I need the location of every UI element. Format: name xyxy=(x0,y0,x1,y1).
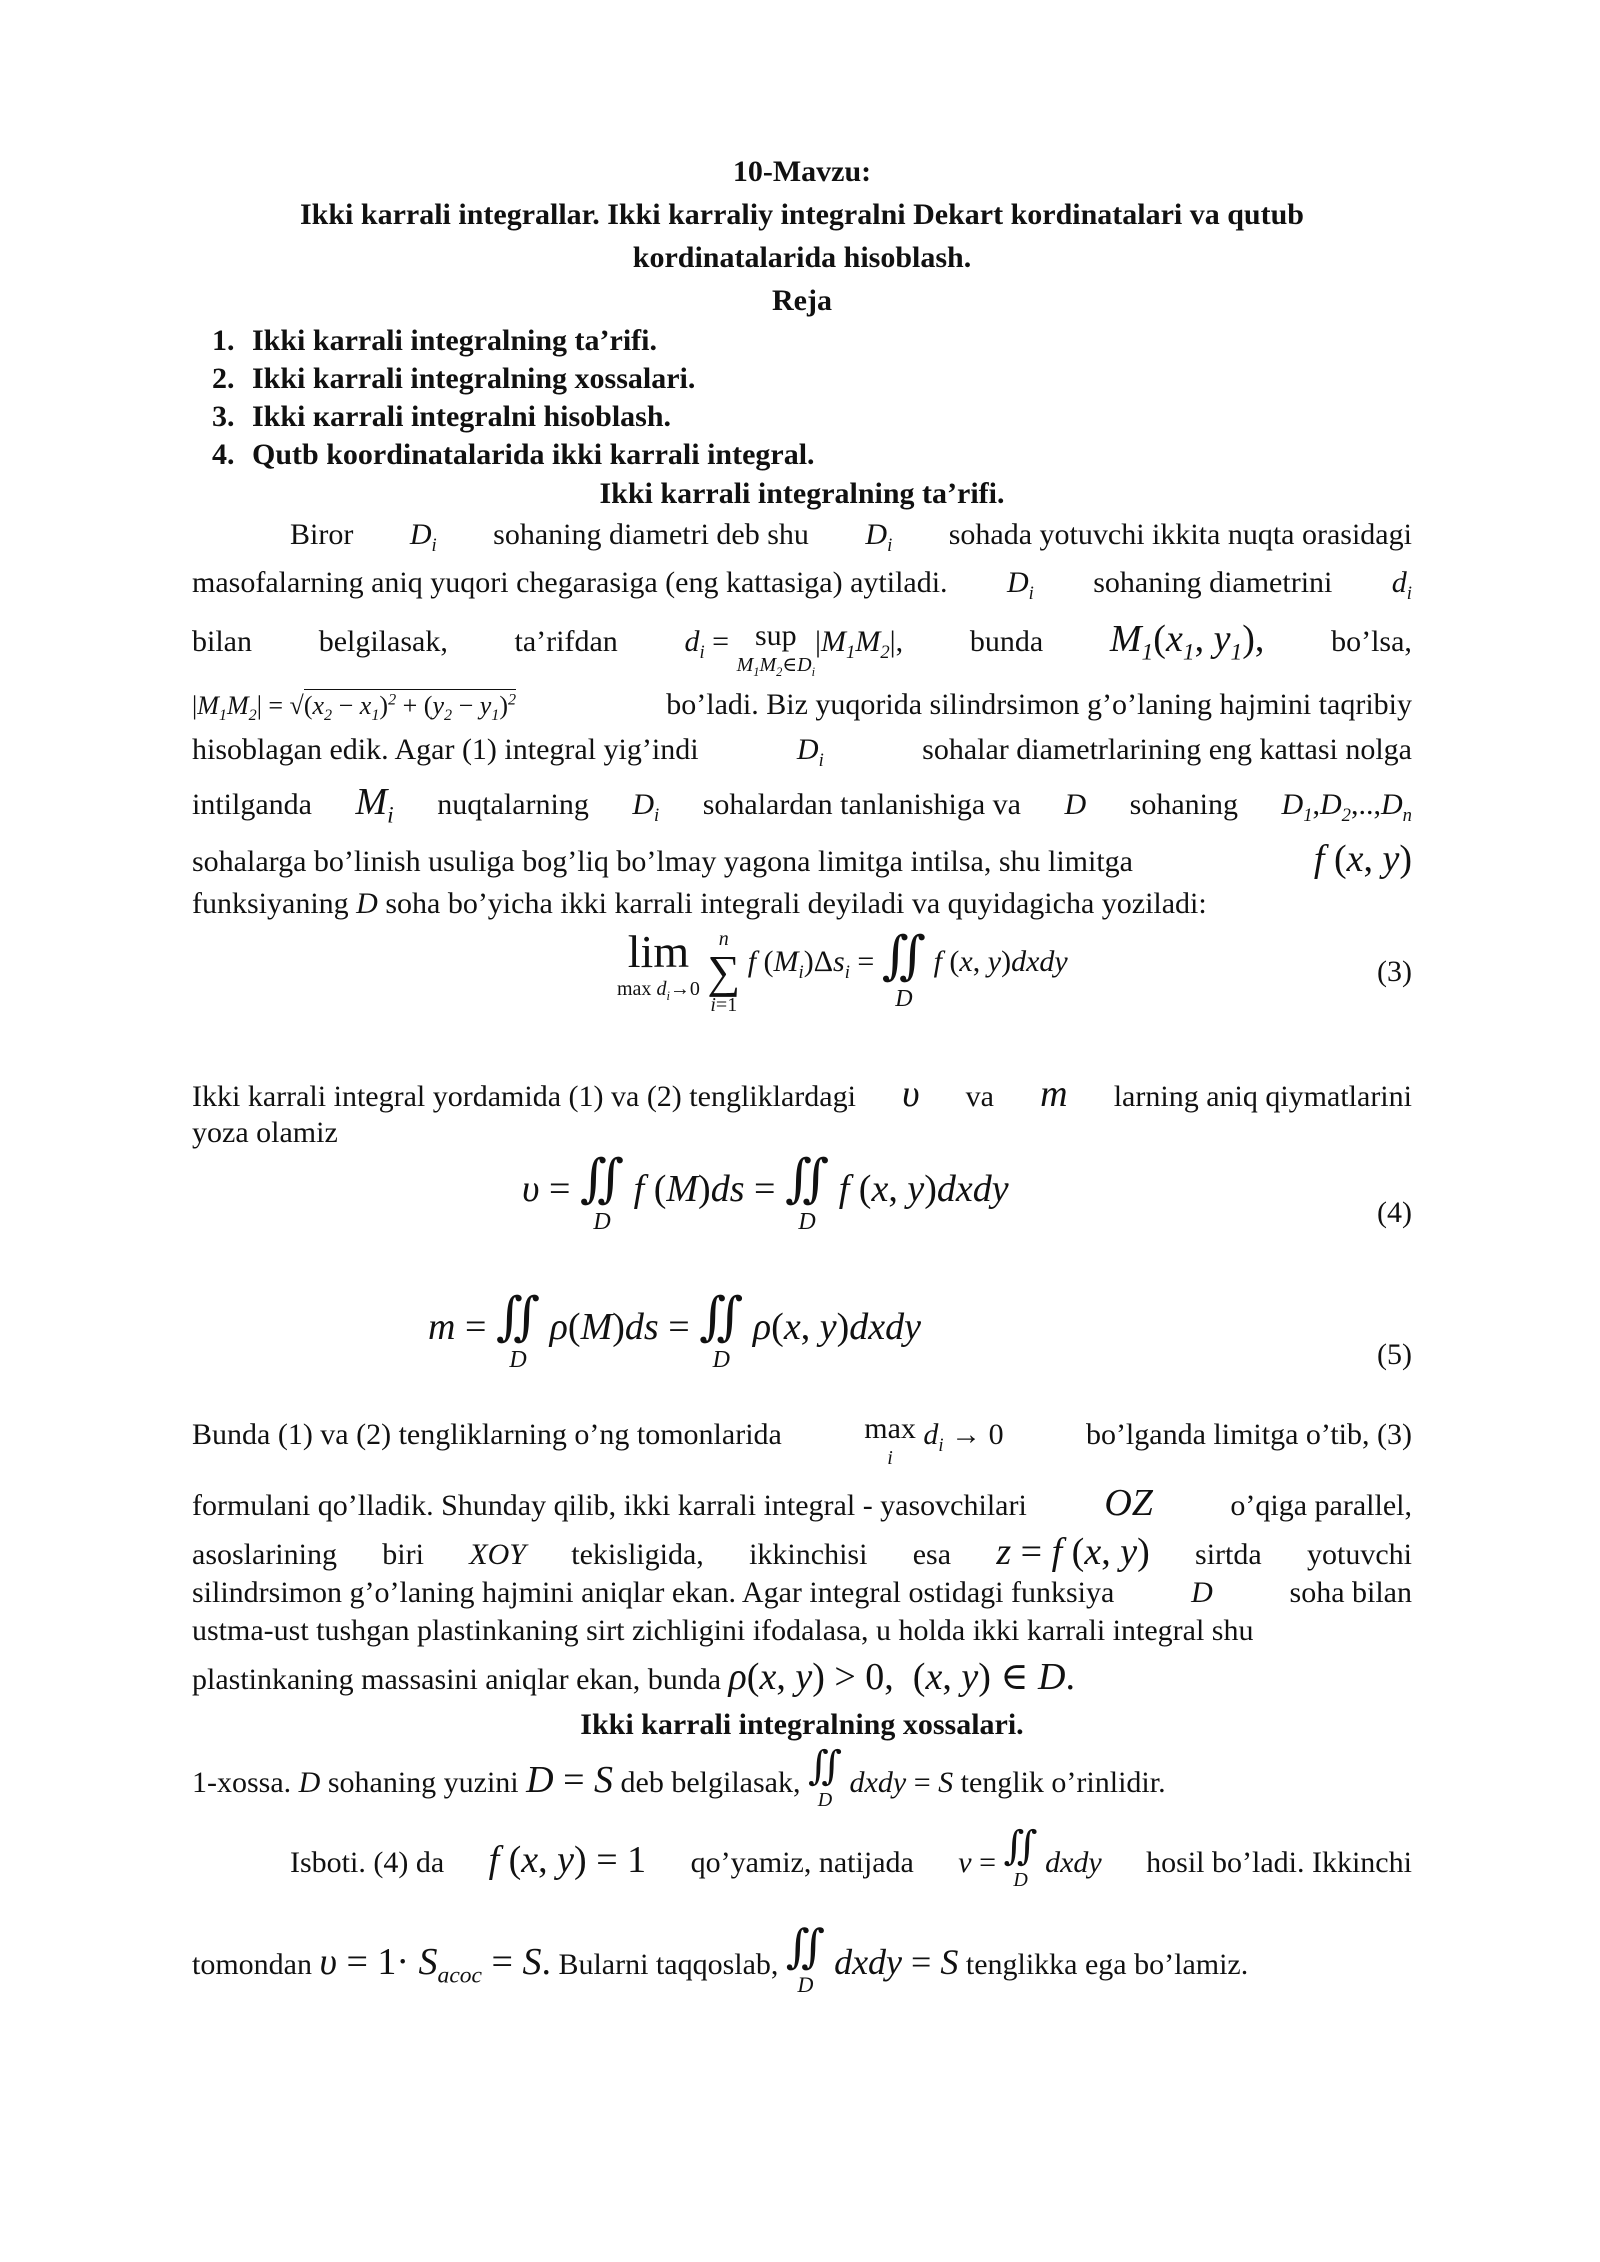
paragraph-line: silindrsimon g’o’laning hajmini aniqlar ekan. Agar integral ostidagi funksiya D soha bilan xyxy=(192,1572,1412,1614)
plan-item: 3. Ikki кarrali integralni hisoblash. xyxy=(242,398,1412,436)
formula-area: D = S xyxy=(526,1759,614,1801)
formula-inline: $D_i$ xyxy=(865,518,893,556)
formula-inline: $D_i$ xyxy=(409,518,437,556)
paragraph-line: hisoblagan edik. Agar (1) integral yig’indi $D_i$ sohalar diametrlarining eng kattasi nolga xyxy=(192,729,1412,771)
formula-inline: υ xyxy=(902,1073,920,1115)
formula-inline: D xyxy=(356,887,378,920)
proof-line: Isboti. (4) da f (x, y) = 1 qo’yamiz, natijada v = ∬ D dxdy hosil bo’ladi. Ikkinchi xyxy=(290,1823,1412,1891)
formula-volume-unit: v = ∬ D dxdy xyxy=(958,1823,1102,1891)
paragraph-line: plastinkaning massasini aniqlar ekan, bunda ρ(x, y) > 0, (x, y) ∈ D. xyxy=(192,1656,1075,1698)
equation-5 xyxy=(192,1289,1412,1418)
formula-volume: υ = ∬ D f (M)ds = ∬ D f (x, y)dxdy xyxy=(522,1151,1009,1235)
formula-partition: $D_1,D_2,..,D_n$ xyxy=(1281,788,1412,826)
plan-item: 4. Qutb koordinatalarida ikki karrali integral. xyxy=(242,436,1412,474)
formula-inline: D xyxy=(298,1766,321,1799)
formula-inline: XOY xyxy=(469,1538,526,1571)
formula-density-condition: ρ(x, y) > 0, (x, y) ∈ D. xyxy=(728,1656,1075,1698)
property-1: 1-xossa. D sohaning yuzini D = S deb belgilasak, ∬ D dxdy = S tenglik o’rinlidir. xyxy=(192,1743,1166,1811)
formula-distance: $|M_1M_2| = √(x_2 - x_1)^2 + (y_2 - y_1)^2$ xyxy=(192,691,517,725)
paragraph-line: masofalarning aniq yuqori chegarasiga (eng kattasiga) aytiladi. $D_i$ sohaning diametrini $d_i$ xyxy=(192,562,1412,604)
formula-point-m1: $M_1(x_1$, $y_1$), xyxy=(1109,618,1265,666)
formula-mass: m = ∬ D ρ(M)ds = ∬ D ρ(x, y)dxdy xyxy=(428,1289,921,1373)
formula-surface: z = f (x, y) xyxy=(996,1531,1150,1573)
formula-max-diameter: max i $d_i \to 0$ xyxy=(864,1412,1004,1469)
formula-function: f (x, y) xyxy=(1313,838,1412,880)
formula-limit-sum: lim $\max d_i\to 0$ n ∑ i=1 f $(M_i)\Delta s_i$ = ∬ D f (x, y)dxdy xyxy=(617,926,1068,1016)
equation-number: (5) xyxy=(1377,1338,1412,1371)
formula-inline: $D_i$ xyxy=(1006,566,1034,604)
formula-inline: D xyxy=(1191,1576,1213,1609)
formula-inline: D xyxy=(1064,788,1087,821)
formula-inline: $d_i$ xyxy=(1391,566,1412,604)
paragraph-line: asoslarining biri XOY tekisligida, ikkinchisi esa z = f (x, y) sirtda yotuvchi xyxy=(192,1531,1412,1576)
formula-inline: $M_i$ xyxy=(355,781,394,829)
formula-volume-area: $\upsilon = 1\cdot S_{acoc} = S$. xyxy=(319,1941,551,1989)
paragraph-line: $|M_1M_2| = √(x_2 - x_1)^2 + (y_2 - y_1)^2$ bo’ladi. Biz yuqorida silindrsimon g’o’laning hajmini taqribiy xyxy=(192,684,1412,727)
equation-number: (3) xyxy=(1377,955,1412,988)
equation-3 xyxy=(192,926,1412,1039)
plan-item: 2. Ikki karrali integralning xossalari. xyxy=(242,360,1412,398)
formula-inline: $D_i$ xyxy=(632,788,660,826)
formula-unit-function: f (x, y) = 1 xyxy=(488,1839,647,1881)
paragraph-line: sohalarga bo’linish usuliga bog’liq bo’lmay yagona limitga intilsa, shu limitga f (x, y) xyxy=(192,838,1412,880)
formula-diameter-definition: $d_i$ = sup $M_1M_2\in D_i$ $|M_1M_2|$, xyxy=(684,619,904,679)
paragraph-line: yoza olamiz xyxy=(192,1116,338,1149)
paragraph-line: funksiyaning D soha bo’yicha ikki karrali integrali deyiladi va quyidagicha yoziladi: xyxy=(192,887,1207,920)
equation-4 xyxy=(192,1151,1412,1274)
paragraph-line: formulani qo’lladik. Shunday qilib, ikki karrali integral - yasovchilari OZ o’qiga parallel, xyxy=(192,1482,1412,1524)
document-page xyxy=(192,150,1412,2014)
plan-item: 1. Ikki karrali integralning ta’rifi. xyxy=(242,322,1412,360)
formula-area-integral: ∬ D dxdy = S xyxy=(807,1743,954,1811)
topic-number: 10-Mavzu: xyxy=(732,155,872,188)
plan-label: Reja xyxy=(772,284,832,317)
plan-list xyxy=(192,322,1412,474)
title-line-1: Ikki karrali integrallar. Ikki karraliy integralni Dekart kordinatalari va qutub xyxy=(300,198,1304,231)
paragraph-line: intilganda $M_i$ nuqtalarning $D_i$ sohalardan tanlanishiga va D sohaning $D_1,D_2,..,D_n$ xyxy=(192,781,1412,829)
formula-inline: m xyxy=(1040,1073,1068,1115)
section-heading-definition: Ikki karrali integralning ta’rifi. xyxy=(599,477,1005,510)
formula-final-equality: ∬ D dxdy = S xyxy=(785,1921,959,1997)
title-line-2: kordinatalarida hisoblash. xyxy=(632,241,972,274)
formula-inline: $D_i$ xyxy=(796,733,824,771)
paragraph-line: bilan belgilasak, ta’rifdan $d_i$ = sup $M_1M_2\in D_i$ $|M_1M_2|$, bunda $M_1(x_1$, $y_1$), bo’lsa, xyxy=(192,618,1412,679)
conclusion-line: tomondan $\upsilon = 1\cdot S_{acoc} = S$. Bularni taqqoslab, ∬ D dxdy = S tenglikka ega bo’lamiz. xyxy=(192,1921,1249,1997)
section-heading-properties: Ikki karrali integralning xossalari. xyxy=(580,1708,1024,1741)
equation-number: (4) xyxy=(1377,1196,1412,1229)
paragraph-line: ustma-ust tushgan plastinkaning sirt zichligini ifodalasa, u holda ikki karrali integral shu xyxy=(192,1614,1254,1647)
paragraph-line: Bunda (1) va (2) tengliklarning o’ng tomonlarida max i $d_i \to 0$ bo’lganda limitga o’tib, (3) xyxy=(192,1412,1412,1469)
paragraph-line: Ikki karrali integral yordamida (1) va (2) tengliklardagi υ va m larning aniq qiymatlarini xyxy=(192,1073,1412,1115)
paragraph-line: Biror $D_i$ sohaning diametri deb shu $D_i$ sohada yotuvchi ikkita nuqta orasidagi xyxy=(192,514,1412,556)
formula-inline: OZ xyxy=(1104,1482,1153,1524)
